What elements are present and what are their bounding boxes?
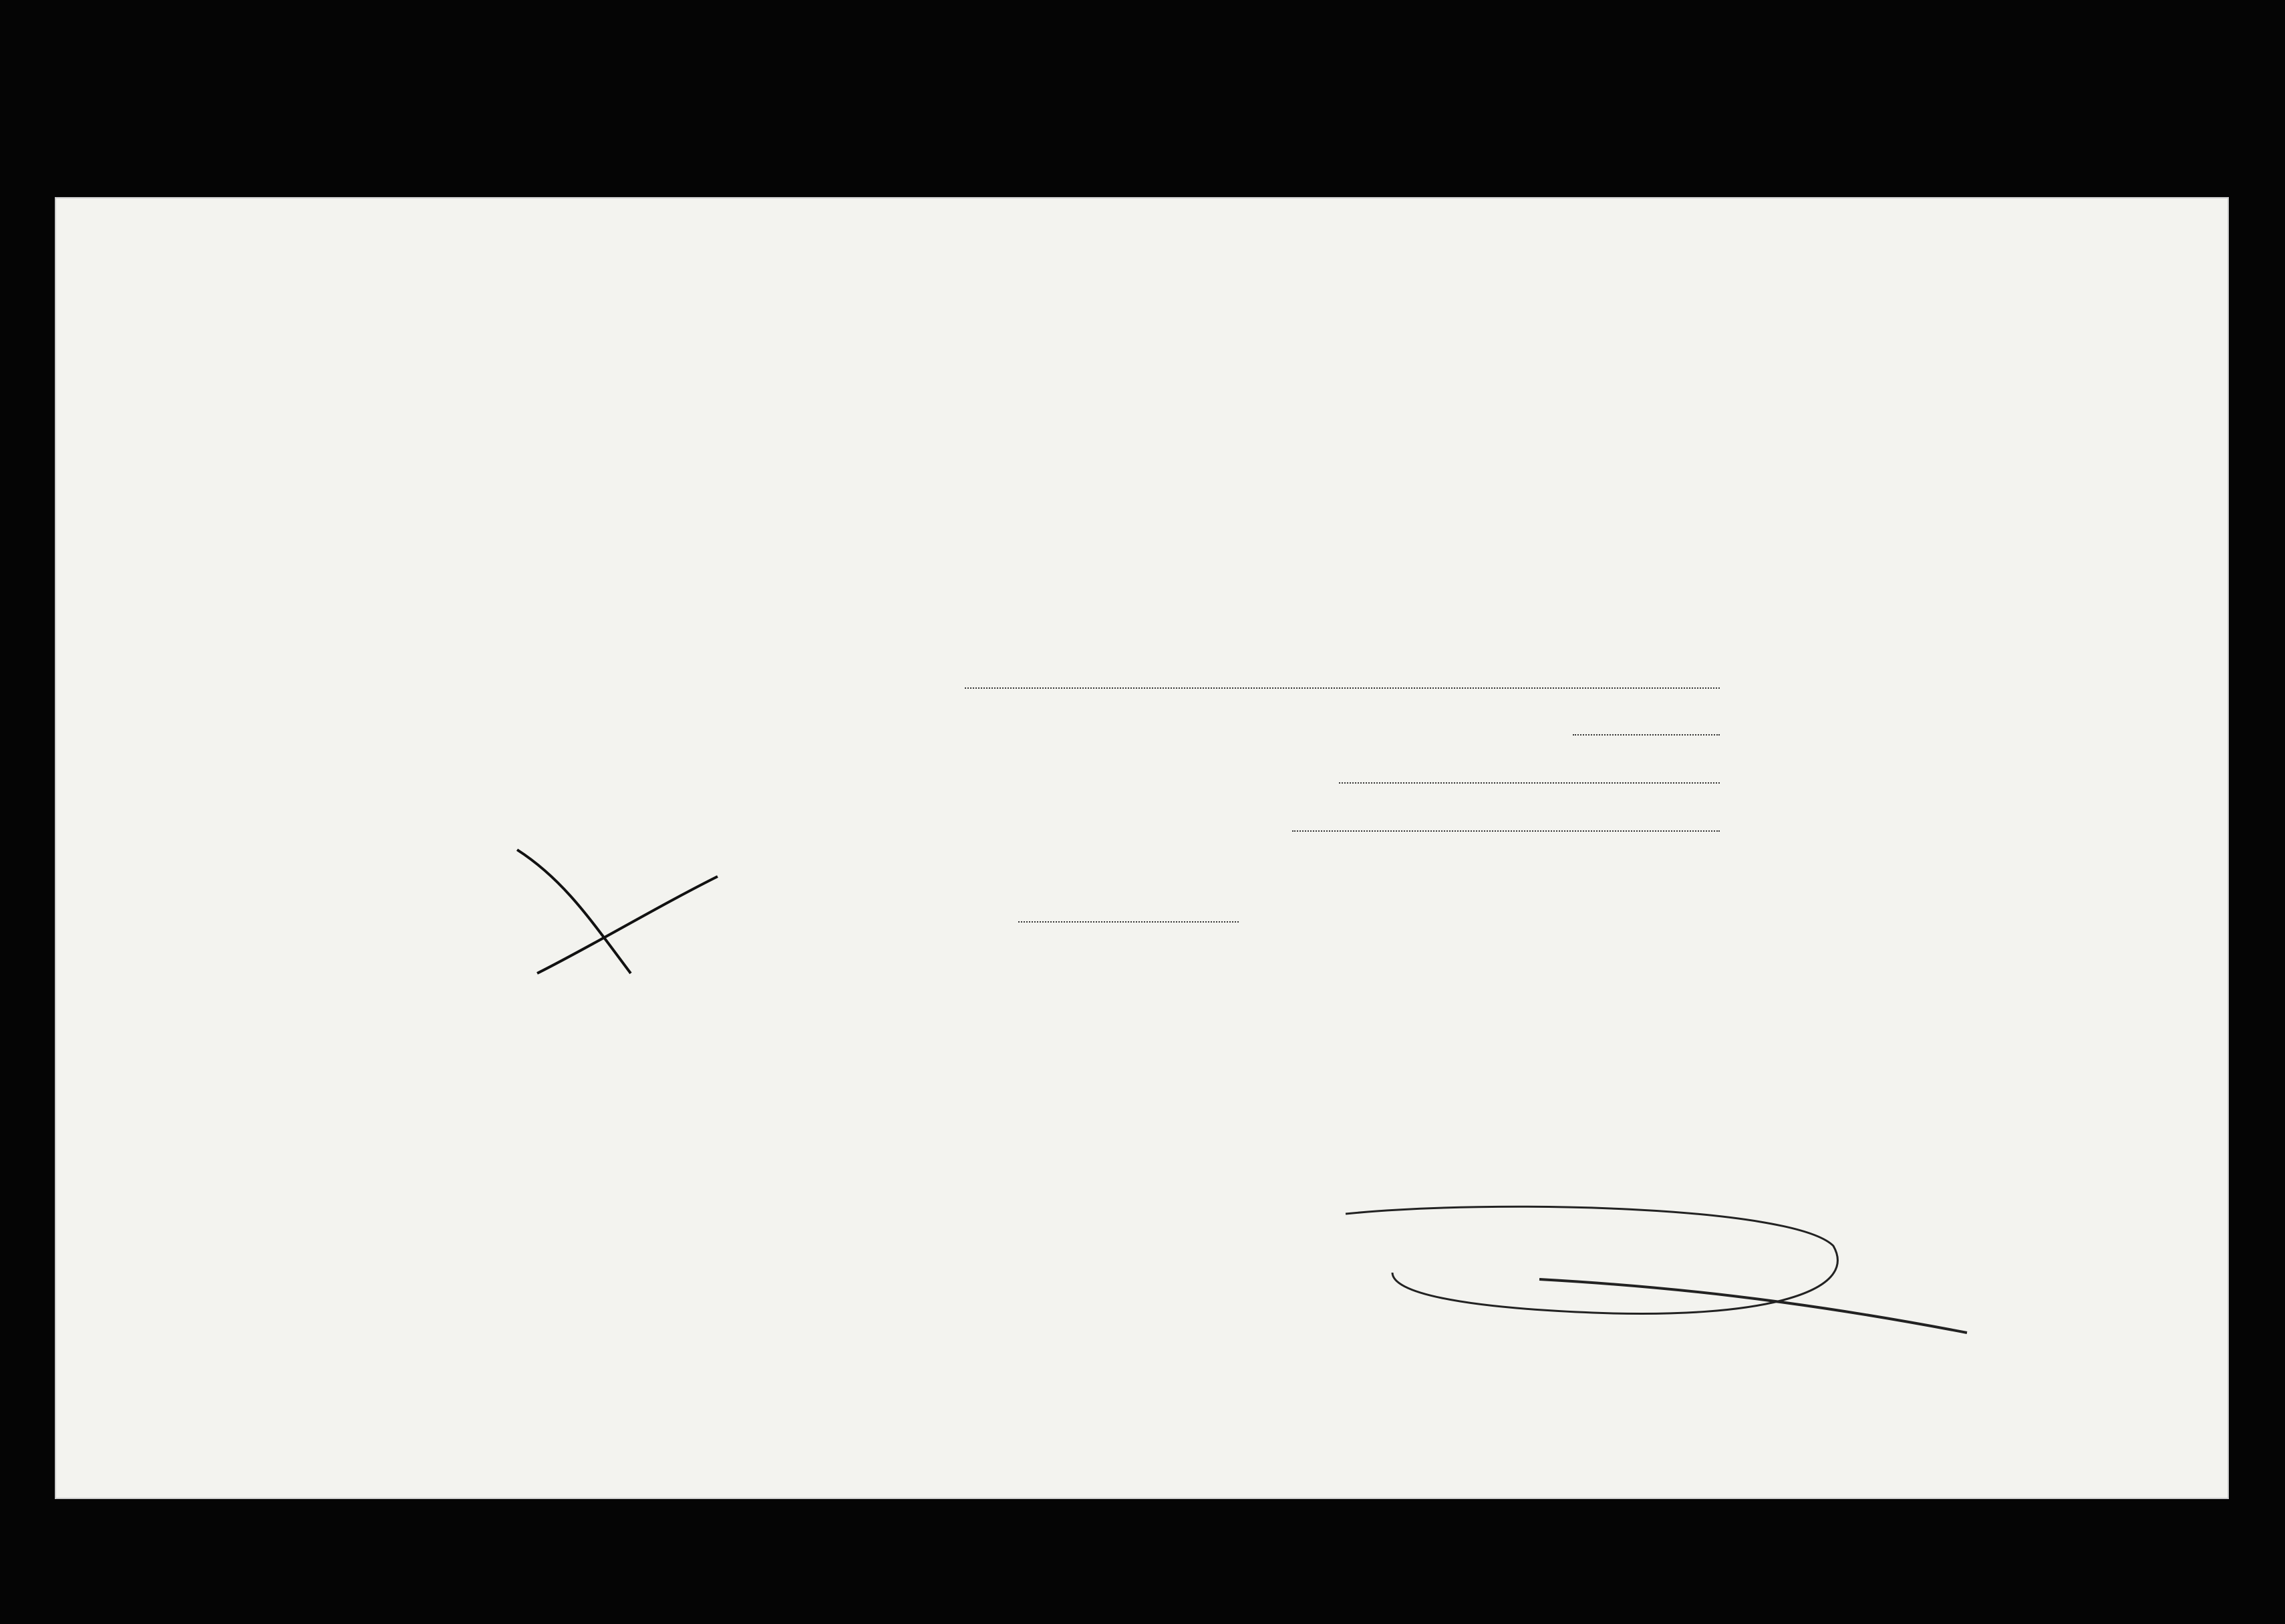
- census-card: [55, 197, 2229, 1499]
- crops-table: [56, 198, 2228, 546]
- answer-line-6: [1018, 921, 1239, 923]
- answer-line-4: [1292, 830, 1720, 832]
- lease-table: [56, 999, 2228, 1498]
- lease-marks-svg: [56, 999, 2228, 1498]
- answer-line-1: [965, 687, 1720, 689]
- hw-oval: [1346, 1206, 1837, 1313]
- middle-section: [56, 546, 2228, 1000]
- answer-line-3: [1339, 782, 1720, 784]
- answer-line-2: [1573, 734, 1720, 736]
- trade-strike-svg: [56, 546, 791, 1000]
